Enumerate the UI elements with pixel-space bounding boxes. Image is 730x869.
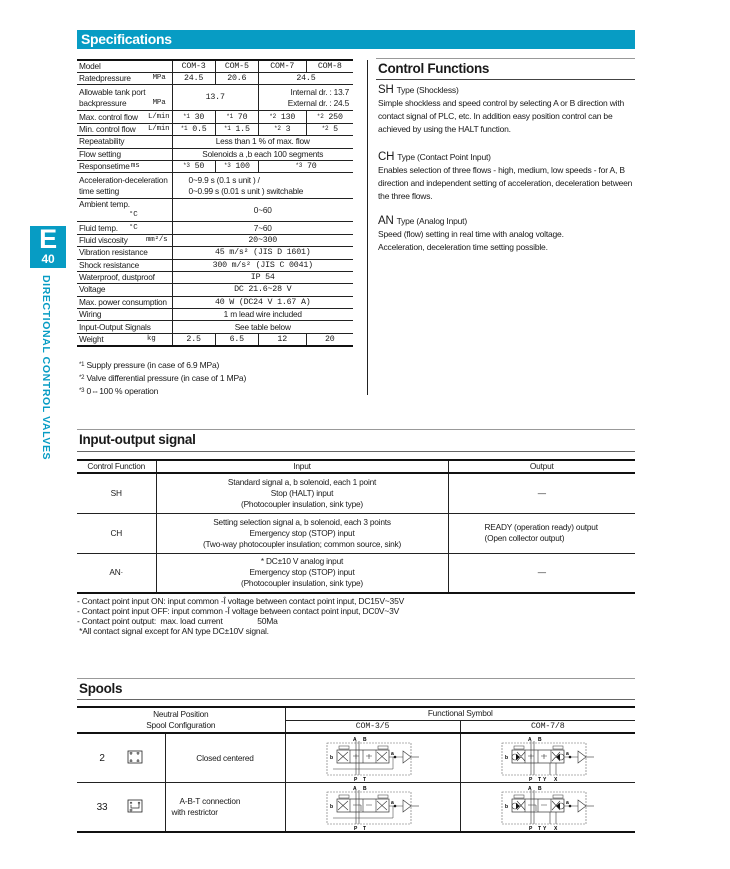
table-row bbox=[77, 60, 353, 73]
cell-value: 20 bbox=[306, 333, 353, 346]
function-description: Acceleration, deceleration time setting possible. bbox=[378, 242, 548, 252]
table-row bbox=[77, 148, 353, 160]
svg-text:T: T bbox=[537, 826, 541, 830]
svg-text:a: a bbox=[390, 751, 394, 757]
row-label: Max. control flow L/min bbox=[77, 111, 172, 123]
svg-text:X: X bbox=[553, 826, 557, 830]
table-row bbox=[77, 473, 635, 513]
row-label: Responsetime ms bbox=[77, 160, 172, 172]
valve-symbol-icon bbox=[323, 735, 423, 781]
table-row bbox=[77, 73, 353, 85]
table-row bbox=[77, 173, 353, 199]
section-tab bbox=[30, 226, 66, 268]
control-function-ch bbox=[378, 150, 638, 203]
cell-value: $^{*2}$ 5 bbox=[306, 123, 353, 135]
divider bbox=[376, 79, 635, 80]
table-row bbox=[77, 284, 353, 296]
svg-text:T: T bbox=[362, 777, 366, 781]
cell-value: $^{*3}$ 100 bbox=[215, 160, 258, 172]
io-signal-table bbox=[77, 459, 635, 594]
divider bbox=[77, 699, 635, 700]
output-cell: — bbox=[448, 553, 635, 593]
neutral-position-header: Neutral Position Spool Configuration bbox=[77, 707, 285, 733]
table-row bbox=[77, 333, 353, 346]
functional-symbol-header: Functional Symbol bbox=[285, 707, 635, 720]
table-row bbox=[77, 309, 353, 321]
cell-value: Solenoids a ,b each 100 segments bbox=[172, 148, 353, 160]
svg-text:B: B bbox=[362, 737, 366, 743]
cell-value: 6.5 bbox=[215, 333, 258, 346]
svg-text:P: P bbox=[353, 777, 357, 781]
cell-value: $^{*3}$ 70 bbox=[258, 160, 353, 172]
table-row bbox=[77, 553, 635, 593]
cell-value: DC 21.6~28 V bbox=[172, 284, 353, 296]
model-header: COM-5 bbox=[215, 60, 258, 73]
row-label: Ratedpressure MPa bbox=[77, 73, 172, 85]
cell-value: See table below bbox=[172, 321, 353, 333]
cell-value: 24.5 bbox=[258, 73, 353, 85]
cell-value: $^{*1}$ 30 bbox=[172, 111, 215, 123]
cell-value: 300 m/s² (JIS C 0041) bbox=[172, 259, 353, 271]
row-label: Waterproof, dustproof bbox=[77, 271, 172, 283]
function-code: AN· bbox=[77, 553, 156, 593]
table-row bbox=[77, 259, 353, 271]
cell-value: 7~60 bbox=[172, 222, 353, 234]
table-row bbox=[77, 321, 353, 333]
svg-text:b: b bbox=[329, 755, 333, 761]
symbol-com-7-8 bbox=[460, 733, 635, 783]
output-cell: — bbox=[448, 473, 635, 513]
function-description: Enables selection of three flows - high, medium, low speeds - for A, B direction and independent setting of acceleration, deceleration between the three flows. bbox=[378, 165, 633, 201]
section-name: DIRECTIONAL CONTROL VALVES bbox=[40, 275, 52, 461]
section-label bbox=[30, 275, 66, 475]
table-row bbox=[77, 85, 353, 111]
input-cell: * DC±10 V analog input Emergency stop (STOP) input (Photocoupler insulation, sink type) bbox=[156, 553, 448, 593]
svg-text:P: P bbox=[528, 777, 532, 781]
function-code: CH bbox=[77, 513, 156, 553]
model-header: COM-3 bbox=[172, 60, 215, 73]
row-label: Min. control flow L/min bbox=[77, 123, 172, 135]
svg-text:Y: Y bbox=[542, 777, 546, 781]
row-label: Input-Output Signals bbox=[77, 321, 172, 333]
table-row bbox=[77, 296, 353, 308]
cell-value: $^{*1}$ 0.5 bbox=[172, 123, 215, 135]
cell-value: 45 m/s² (JIS D 1601) bbox=[172, 247, 353, 259]
function-heading: SH Type (Shockless) bbox=[378, 84, 459, 96]
table-row bbox=[77, 111, 353, 123]
row-label: Weight kg bbox=[77, 333, 172, 346]
function-heading: CH Type (Contact Point Input) bbox=[378, 151, 491, 163]
svg-text:B: B bbox=[537, 786, 542, 792]
row-label: Fluid temp. °C bbox=[77, 222, 172, 234]
spool-code: 33 bbox=[77, 783, 127, 833]
cell-value: $^{*2}$ 250 bbox=[306, 111, 353, 123]
section-letter: E bbox=[39, 224, 57, 254]
row-label: Ambient temp. °C bbox=[77, 199, 172, 222]
svg-text:T: T bbox=[362, 826, 366, 830]
svg-text:a: a bbox=[565, 800, 569, 806]
svg-text:B: B bbox=[362, 786, 366, 792]
valve-symbol-icon bbox=[498, 735, 598, 781]
svg-text:A: A bbox=[352, 737, 356, 743]
column-header: Output bbox=[448, 460, 635, 473]
svg-text:b: b bbox=[504, 755, 508, 761]
spool-description: A-B-T connection with restrictor bbox=[165, 783, 285, 833]
spool-config-icon bbox=[127, 783, 165, 833]
specifications-table bbox=[77, 59, 353, 347]
row-label: Voltage bbox=[77, 284, 172, 296]
column-divider bbox=[367, 60, 368, 395]
symbol-com-3-5 bbox=[285, 783, 460, 833]
spool-code: 2 bbox=[77, 733, 127, 783]
specifications-title: Specifications bbox=[81, 31, 172, 47]
page-number: 40 bbox=[41, 252, 55, 266]
svg-text:P: P bbox=[353, 826, 357, 830]
svg-text:a: a bbox=[565, 751, 569, 757]
note-line: - Contact point input OFF: input common -Î voltage between contact point input, DC0V~3V bbox=[77, 606, 400, 616]
svg-text:Y: Y bbox=[542, 826, 546, 830]
divider bbox=[376, 58, 635, 59]
function-description: Simple shockless and speed control by selecting A or B direction with contact signal of PLC, etc. In addition easy position control can be achieved by using the HALT function. bbox=[378, 98, 625, 134]
function-heading: AN Type (Analog Input) bbox=[378, 215, 467, 227]
cell-value: $^{*1}$ 1.5 bbox=[215, 123, 258, 135]
cell-value: 40 W (DC24 V 1.67 A) bbox=[172, 296, 353, 308]
cell-value: $^{*1}$ 70 bbox=[215, 111, 258, 123]
io-signal-title: Input-output signal bbox=[79, 432, 196, 447]
column-header-com-3-5: COM-3/5 bbox=[285, 720, 460, 733]
divider bbox=[77, 451, 635, 452]
row-label: Shock resistance bbox=[77, 259, 172, 271]
row-label: Allowable tank port backpressure MPa bbox=[77, 85, 172, 111]
cell-value: Internal dr. : 13.7 External dr. : 24.5 bbox=[258, 85, 353, 111]
table-header-row bbox=[77, 460, 635, 473]
column-header-com-7-8: COM-7/8 bbox=[460, 720, 635, 733]
svg-text:P: P bbox=[528, 826, 532, 830]
table-row bbox=[77, 234, 353, 246]
cell-value: $^{*2}$ 130 bbox=[258, 111, 306, 123]
svg-text:X: X bbox=[553, 777, 557, 781]
control-functions-title: Control Functions bbox=[378, 61, 490, 76]
valve-symbol-icon bbox=[323, 784, 423, 830]
table-row bbox=[77, 733, 635, 783]
cell-value: 0~9.9 s (0.1 s unit ) / 0~0.99 s (0.01 s unit ) switchable bbox=[172, 173, 353, 199]
cell-value: 24.5 bbox=[172, 73, 215, 85]
table-row bbox=[77, 222, 353, 234]
note-line: - Contact point input ON: input common -Î voltage between contact point input, DC15V~35V bbox=[77, 596, 405, 606]
svg-text:b: b bbox=[329, 804, 333, 810]
symbol-com-3-5 bbox=[285, 733, 460, 783]
table-row bbox=[77, 123, 353, 135]
cell-value: Less than 1 % of max. flow bbox=[172, 136, 353, 148]
model-label: Model bbox=[77, 60, 172, 73]
table-row bbox=[77, 136, 353, 148]
svg-text:a: a bbox=[390, 800, 394, 806]
spools-title: Spools bbox=[79, 681, 123, 696]
cell-value: 20~300 bbox=[172, 234, 353, 246]
row-label: Max. power consumption bbox=[77, 296, 172, 308]
spool-description: Closed centered bbox=[165, 733, 285, 783]
column-header: Control Function bbox=[77, 460, 156, 473]
svg-text:A: A bbox=[527, 786, 532, 792]
spec-footnotes bbox=[79, 359, 246, 398]
note-line: *All contact signal except for AN type DC±10V signal. bbox=[77, 626, 269, 636]
cell-value: $^{*2}$ 3 bbox=[258, 123, 306, 135]
control-function-an bbox=[378, 214, 638, 254]
table-row bbox=[77, 160, 353, 172]
footnote: $^{*3}$ 0⇔100 % operation bbox=[79, 386, 159, 396]
output-cell: READY (operation ready) output (Open collector output) bbox=[448, 513, 635, 553]
io-notes bbox=[77, 596, 404, 636]
row-label: Repeatability bbox=[77, 136, 172, 148]
spool-config-icon bbox=[127, 733, 165, 783]
table-row bbox=[77, 199, 353, 222]
svg-text:A: A bbox=[527, 737, 532, 743]
cell-value: $^{*3}$ 50 bbox=[172, 160, 215, 172]
note-line: - Contact point output: max. load current 50Ma bbox=[77, 616, 278, 626]
divider bbox=[77, 429, 635, 430]
cell-value: 20.6 bbox=[215, 73, 258, 85]
footnote: $^{*1}$ Supply pressure (in case of 6.9 MPa) bbox=[79, 360, 220, 370]
row-label: Fluid viscosity mm²/s bbox=[77, 234, 172, 246]
row-label: Vibration resistance bbox=[77, 247, 172, 259]
svg-text:B: B bbox=[537, 737, 542, 743]
specifications-header-bar bbox=[77, 30, 635, 49]
cell-value: 12 bbox=[258, 333, 306, 346]
svg-text:b: b bbox=[504, 804, 508, 810]
function-code: SH bbox=[77, 473, 156, 513]
table-row bbox=[77, 513, 635, 553]
cell-value: 13.7 bbox=[172, 85, 258, 111]
input-cell: Setting selection signal a, b solenoid, each 3 points Emergency stop (STOP) input (Two-way photocoupler insulation; common source, sink) bbox=[156, 513, 448, 553]
row-label: Acceleration-deceleration time setting bbox=[77, 173, 172, 199]
abt-restrictor-spool-icon bbox=[127, 799, 143, 813]
table-header-row bbox=[77, 707, 635, 720]
table-row bbox=[77, 247, 353, 259]
control-function-sh bbox=[378, 83, 638, 136]
closed-center-spool-icon bbox=[127, 750, 143, 764]
model-header: COM-8 bbox=[306, 60, 353, 73]
function-description: Speed (flow) setting in real time with analog voltage. bbox=[378, 229, 564, 239]
cell-value: IP 54 bbox=[172, 271, 353, 283]
table-row bbox=[77, 271, 353, 283]
svg-text:A: A bbox=[352, 786, 356, 792]
divider bbox=[77, 678, 635, 679]
svg-text:T: T bbox=[537, 777, 541, 781]
model-header: COM-7 bbox=[258, 60, 306, 73]
footnote: $^{*2}$ Valve differential pressure (in case of 1 MPa) bbox=[79, 373, 247, 383]
cell-value: 2.5 bbox=[172, 333, 215, 346]
spools-table bbox=[77, 706, 635, 833]
row-label: Flow setting bbox=[77, 148, 172, 160]
symbol-com-7-8 bbox=[460, 783, 635, 833]
table-row bbox=[77, 783, 635, 833]
column-header: Input bbox=[156, 460, 448, 473]
cell-value: 0~60 bbox=[172, 199, 353, 222]
valve-symbol-icon bbox=[498, 784, 598, 830]
row-label: Wiring bbox=[77, 309, 172, 321]
input-cell: Standard signal a, b solenoid, each 1 point Stop (HALT) input (Photocoupler insulation, sink type) bbox=[156, 473, 448, 513]
cell-value: 1 m lead wire included bbox=[172, 309, 353, 321]
